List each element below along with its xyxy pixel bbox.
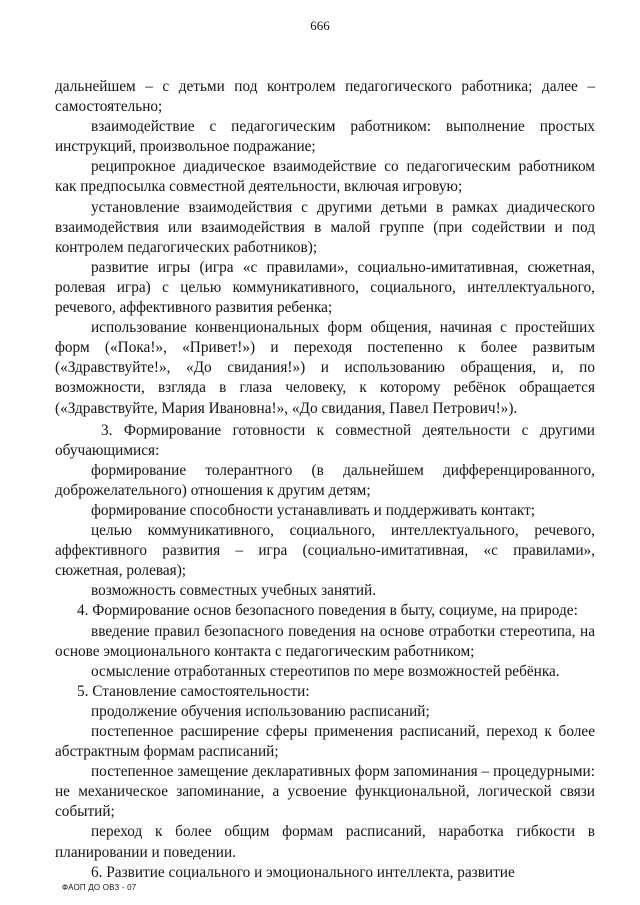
list-item: установление взаимодействия с другими детьми в рамках диадического взаимодействия или взаимодействия в малой группе (при содействии и под контролем педагогических работников); <box>55 198 595 256</box>
list-item: формирование толерантного (в дальнейшем дифференцированного, доброжелательного) отношения к другим детям; <box>55 461 595 499</box>
section-heading-6: 6. Развитие социального и эмоционального интеллекта, развитие <box>91 863 515 881</box>
document-footer: ФАОП ДО ОВЗ - 07 <box>62 883 137 892</box>
list-item: целью коммуникативного, социального, интеллектуального, речевого, аффективного развития – игра (социально-имитативная, «с правилами», сюжетная, ролевая); <box>55 522 595 580</box>
list-item: формирование способности устанавливать и поддерживать контакт; <box>91 501 536 519</box>
section-heading-4: 4. Формирование основ безопасного поведения в быту, социуме, на природе: <box>77 602 578 620</box>
list-item: переход к более общим формам расписаний, наработка гибкости в планировании и поведении. <box>55 823 595 861</box>
list-item: реципрокное диадическое взаимодействие со педагогическим работником как предпосылка совместной деятельности, включая игровую; <box>55 158 595 196</box>
list-item: возможность совместных учебных занятий. <box>91 582 377 600</box>
section-heading-5: 5. Становление самостоятельности: <box>77 682 310 700</box>
list-item: осмысление отработанных стереотипов по мере возможностей ребёнка. <box>91 662 560 680</box>
list-item: постепенное расширение сферы применения расписаний, переход к более абстрактным формам расписаний; <box>55 723 595 761</box>
page-number: 666 <box>310 18 330 33</box>
section-heading-3: 3. Формирование готовности к совместной деятельности с другими обучающимися: <box>55 421 595 459</box>
paragraph-continuation: дальнейшем – с детьми под контролем педагогического работника; далее – самостоятельно; <box>55 78 595 116</box>
list-item: использование конвенциональных форм общения, начиная с простейших форм («Пока!», «Привет!») и переходя постепенно к более развитым («Здравствуйте!», «До свидания!») и использованию обращения, и, по возможности, взгляда в глаза человеку, к которому ребёнок обращается («Здравствуйте, Мария Ивановна!», «До свидания, Павел Петрович!»). <box>55 319 595 417</box>
list-item: развитие игры (игра «с правилами», социально-имитативная, сюжетная, ролевая игра) с целью коммуникативного, социального, интеллектуального, речевого, аффективного развития ребенка; <box>55 258 595 317</box>
list-item: введение правил безопасного поведения на основе отработки стереотипа, на основе эмоционального контакта с педагогическим работником; <box>55 622 595 660</box>
list-item: взаимодействие с педагогическим работником: выполнение простых инструкций, произвольное подражание; <box>55 118 595 156</box>
list-item: постепенное замещение декларативных форм запоминания – процедурными: не механическое запоминание, а усвоение функциональной, логической связи событий; <box>55 763 595 821</box>
list-item: продолжение обучения использованию расписаний; <box>91 702 430 720</box>
document-body <box>55 77 595 883</box>
